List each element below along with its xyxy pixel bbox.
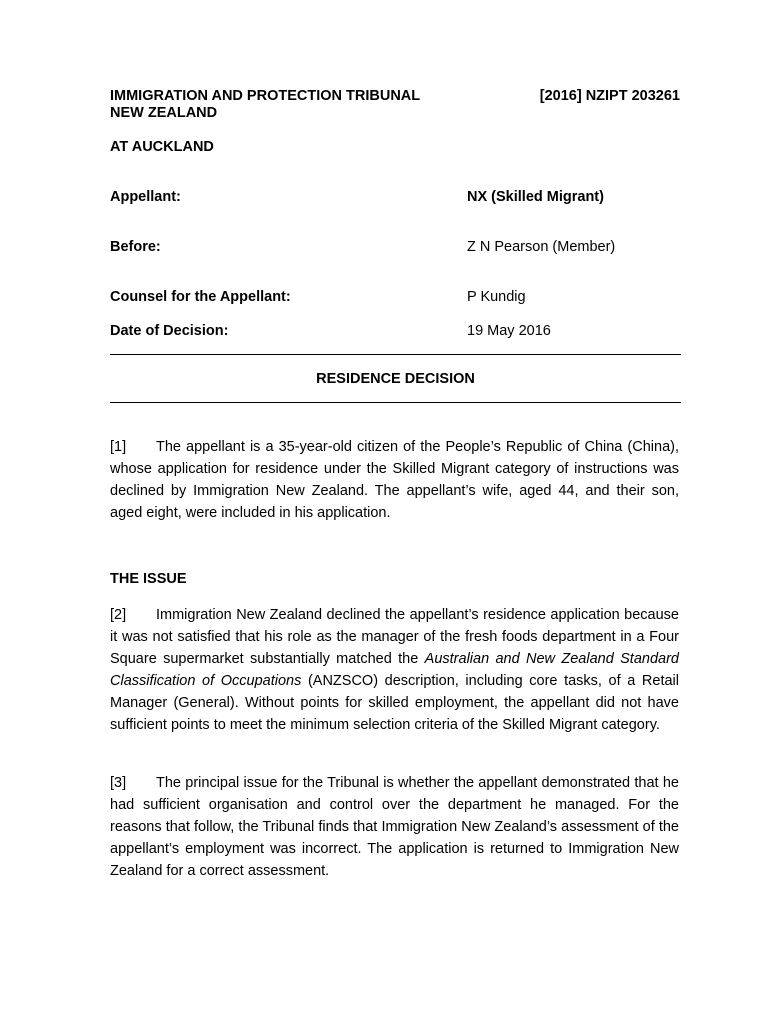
paragraph-text: The appellant is a 35-year-old citizen of the People’s Republic of China (China), whose application for residence under the Skilled Migrant category of instructions was declined by Immigration New Zealand. The appellant’s wife, aged 44, and their son, aged eight, were included in his application. bbox=[110, 439, 679, 521]
paragraph-number: [2] bbox=[110, 607, 127, 623]
paragraph-1 bbox=[110, 436, 679, 524]
location-heading: AT AUCKLAND bbox=[110, 139, 214, 155]
before-value: Z N Pearson (Member) bbox=[467, 239, 616, 255]
top-rule bbox=[110, 354, 681, 355]
counsel-value: P Kundig bbox=[467, 289, 526, 305]
date-label: Date of Decision: bbox=[110, 323, 229, 339]
appellant-value: NX (Skilled Migrant) bbox=[467, 189, 604, 205]
paragraph-text: The principal issue for the Tribunal is whether the appellant demonstrated that he had sufficient organisation and control over the department he managed. For the reasons that follow, the Tribunal finds that Immigration New Zealand’s assessment of the appellant’s employment was incorrect. The application is returned to Immigration New Zealand for a correct assessment. bbox=[110, 775, 679, 879]
case-citation: [2016] NZIPT 203261 bbox=[539, 88, 680, 104]
issue-heading: THE ISSUE bbox=[110, 571, 187, 587]
appellant-label: Appellant: bbox=[110, 189, 181, 205]
tribunal-name bbox=[110, 88, 420, 122]
tribunal-name-line1: IMMIGRATION AND PROTECTION TRIBUNAL bbox=[110, 88, 421, 104]
date-value: 19 May 2016 bbox=[467, 323, 551, 339]
tribunal-name-line2: NEW ZEALAND bbox=[110, 105, 218, 121]
paragraph-number: [1] bbox=[110, 439, 127, 455]
paragraph-3 bbox=[110, 772, 679, 882]
decision-title: RESIDENCE DECISION bbox=[316, 371, 475, 387]
paragraph-number: [3] bbox=[110, 775, 127, 791]
anzsco-title: Australian and New Zealand Standard Classification of Occupations bbox=[110, 651, 679, 689]
paragraph-text: Immigration New Zealand declined the appellant’s residence application because it was not satisfied that his role as the manager of the fresh foods department in a Four Square supermarket substantially matched the bbox=[110, 607, 679, 667]
counsel-label: Counsel for the Appellant: bbox=[110, 289, 291, 305]
paragraph-text-continued: (ANZSCO) description, including core tasks, of a Retail Manager (General). Without points for skilled employment, the appellant did not have sufficient points to meet the minimum selection criteria of the Skilled Migrant category. bbox=[110, 673, 680, 733]
before-label: Before: bbox=[110, 239, 161, 255]
bottom-rule bbox=[110, 402, 681, 403]
paragraph-2 bbox=[110, 604, 679, 736]
